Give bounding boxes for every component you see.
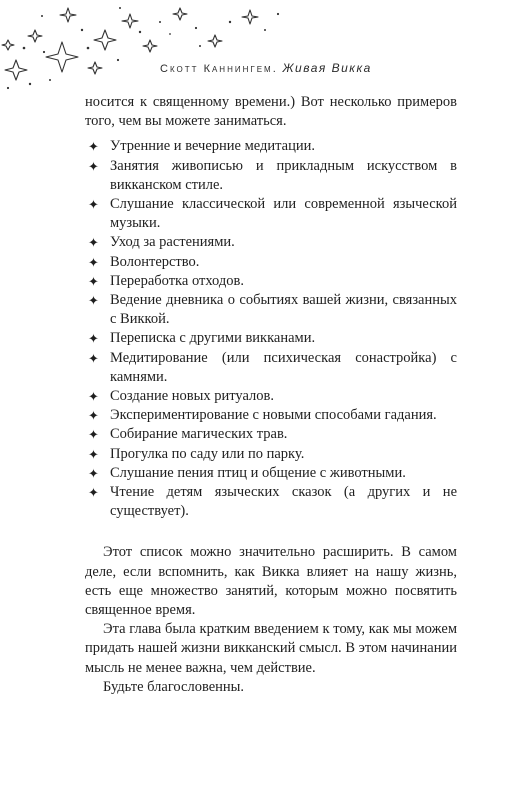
star-icon [5, 60, 27, 80]
list-item-text: Уход за растениями. [110, 234, 235, 251]
four-pointed-star-icon: ✦ [88, 446, 99, 462]
list-item-text: Переработка отходов. [110, 272, 244, 289]
star-icon [2, 40, 14, 50]
list-item-text: Волонтерство. [110, 253, 200, 270]
list-item-text: Утренние и вечерние медитации. [110, 138, 315, 155]
list-item [85, 195, 457, 233]
intro-paragraph: носится к священному времени.) Вот несколько примеров того, чем вы можете заниматься. [85, 94, 457, 130]
list-item [85, 464, 457, 483]
four-pointed-star-icon: ✦ [88, 485, 99, 501]
list-item [85, 483, 457, 521]
star-icon [242, 10, 258, 24]
four-pointed-star-icon: ✦ [88, 254, 99, 270]
list-item [85, 137, 457, 156]
activities-list [85, 137, 457, 521]
paragraph: Эта глава была кратким введением к тому, как мы можем придать нашей жизни викканский смысл. В этом начинании мысль не менее важна, чем действие. [85, 621, 457, 676]
list-item-text: Собирание магических трав. [110, 426, 288, 443]
list-item [85, 329, 457, 348]
star-icon [122, 14, 138, 28]
four-pointed-star-icon: ✦ [88, 235, 99, 251]
star-icon [28, 30, 42, 42]
list-item [85, 387, 457, 406]
body-text [85, 93, 457, 697]
four-pointed-star-icon: ✦ [88, 273, 99, 289]
list-item [85, 291, 457, 329]
list-item [85, 272, 457, 291]
list-item [85, 233, 457, 252]
list-item-text: Медитирование (или психическая сонастройка) с камнями. [110, 349, 457, 385]
list-item-text: Занятия живописью и прикладным искусством в викканском стиле. [110, 157, 457, 193]
star-icon [94, 30, 116, 50]
four-pointed-star-icon: ✦ [88, 350, 99, 366]
list-item-text: Создание новых ритуалов. [110, 388, 274, 405]
list-item-text: Ведение дневника о событиях вашей жизни, связанных с Виккой. [110, 292, 457, 328]
list-item-text: Экспериментирование с новыми способами гадания. [110, 407, 437, 424]
four-pointed-star-icon: ✦ [88, 427, 99, 443]
star-icon [173, 8, 187, 20]
star-icon [60, 8, 76, 22]
closing-paragraph: Будьте благословенны. [103, 678, 245, 695]
four-pointed-star-icon: ✦ [88, 389, 99, 405]
four-pointed-star-icon: ✦ [88, 158, 99, 174]
four-pointed-star-icon: ✦ [88, 408, 99, 424]
four-pointed-star-icon: ✦ [88, 331, 99, 347]
list-item [85, 425, 457, 444]
list-item [85, 157, 457, 195]
list-item [85, 445, 457, 464]
star-icon [143, 40, 157, 52]
list-item [85, 253, 457, 272]
four-pointed-star-icon: ✦ [88, 197, 99, 213]
list-item-text: Чтение детям языческих сказок (а других и не существует). [110, 484, 457, 520]
list-item-text: Слушание классической или современной языческой музыки. [110, 196, 457, 232]
star-icon [208, 35, 222, 47]
list-item [85, 406, 457, 425]
four-pointed-star-icon: ✦ [88, 465, 99, 481]
header-book-title: Живая Викка [282, 61, 372, 75]
list-item [85, 349, 457, 387]
stars-decoration [0, 0, 300, 100]
running-header [160, 60, 372, 76]
star-icon [88, 62, 102, 74]
list-item-text: Переписка с другими викканами. [110, 330, 316, 347]
four-pointed-star-icon: ✦ [88, 139, 99, 155]
paragraph: Этот список можно значительно расширить. В самом деле, если вспомнить, как Викка влияет на нашу жизнь, есть еще множество занятий, которым можно посвятить священное время. [85, 544, 457, 619]
star-icon [46, 42, 78, 72]
four-pointed-star-icon: ✦ [88, 293, 99, 309]
list-item-text: Прогулка по саду или по парку. [110, 445, 305, 462]
header-author: Скотт Каннингем. [160, 63, 278, 75]
list-item-text: Слушание пения птиц и общение с животными. [110, 464, 406, 481]
spacer [85, 521, 457, 543]
